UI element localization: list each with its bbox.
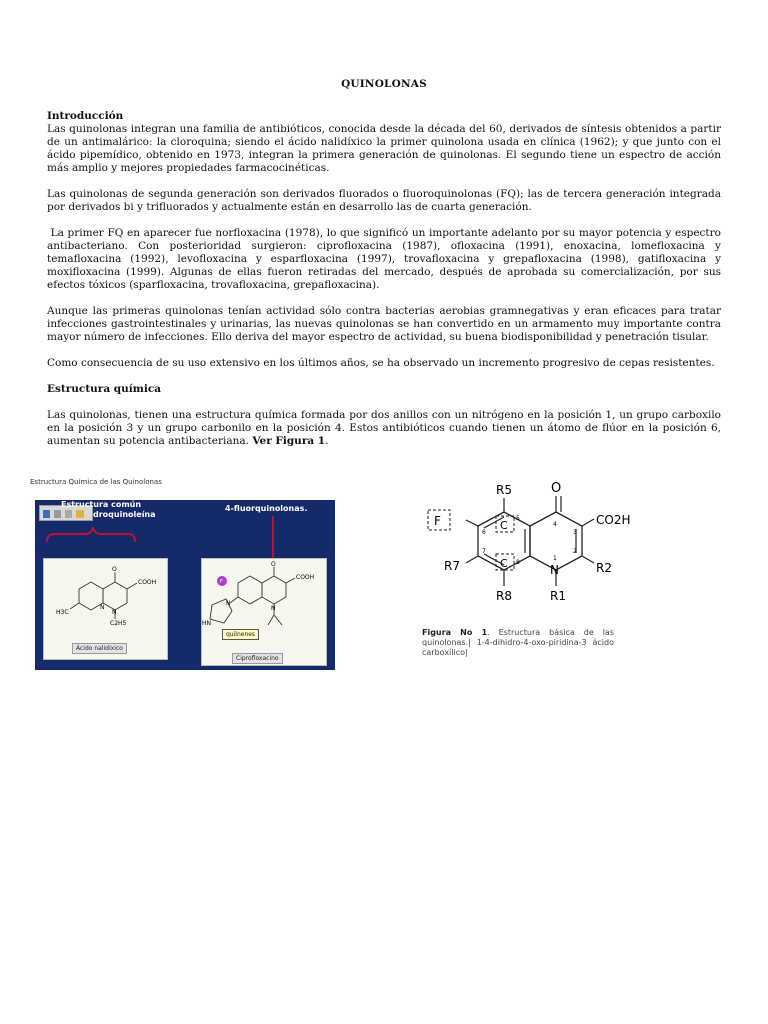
mol2-caption: Ciprofloxacino bbox=[232, 653, 283, 664]
svg-text:O: O bbox=[271, 561, 276, 568]
mol1-caption: Ácido nalidíxico bbox=[72, 643, 127, 654]
slide-caption-title: Estructura Química de las Quinolonas bbox=[30, 478, 162, 486]
atom-co2h: CO2H bbox=[596, 513, 631, 527]
quinolones-tag: quilnenes bbox=[222, 629, 259, 640]
svg-text:N: N bbox=[112, 609, 117, 616]
atom-o: O bbox=[551, 481, 562, 496]
brace-mark bbox=[47, 528, 135, 542]
svg-text:C2H5: C2H5 bbox=[110, 620, 127, 627]
pos-2: 2 bbox=[573, 548, 577, 555]
pos-5: 5 bbox=[516, 515, 520, 522]
atom-r7: R7 bbox=[444, 559, 460, 573]
figure-structure bbox=[416, 476, 674, 676]
paragraph: La primer FQ en aparecer fue norfloxacina (1978), lo que significó un importante adelanto por su mayor potencia y espectro antibacteriano. Con posterioridad surgieron: ciprofloxacina (1987), ofloxacina (1991), enoxacina, lomefloxacina y temafloxacina (1992), levofloxacina y esparfloxacina (1997), trovafloxacina y grepafloxacina (1998), gatifloxacina y moxifloxacina (1999). Algunas de ellas fueron retiradas del mercado, después de aprobada su comercialización, por sus efectos tóxicos (sparfloxacina, trovafloxacina, grepafloxacina). bbox=[47, 227, 725, 291]
atom-f: F bbox=[434, 514, 441, 528]
figure-reference: Ver Figura 1 bbox=[252, 435, 326, 447]
svg-text:H3C: H3C bbox=[56, 609, 69, 616]
svg-text:N: N bbox=[226, 600, 231, 607]
paragraph: Las quinolonas integran una familia de antibióticos, conocida desde la década del 60, derivados de síntesis obtenidos a partir de un antimalárico: la cloroquina; siendo el ácido nalidíxico la primer quinolona usada en clínica (1962); y que junto con el ácido pipemídico, obtenido en 1973, integran la primera generación de quinolonas. El segundo tiene un espectro de acción más amplio y mejores propiedades farmacocinéticas. bbox=[47, 123, 721, 174]
molecule-cipro bbox=[202, 559, 326, 665]
atom-c8: C bbox=[500, 557, 508, 570]
pos-4: 4 bbox=[553, 521, 557, 528]
quinolone-core-structure bbox=[416, 476, 674, 626]
pos-3: 3 bbox=[573, 529, 577, 536]
svg-text:F: F bbox=[220, 579, 223, 585]
figure-caption-text: . Estructura básica de las quinolonas.| 1-4-dihidro-4-oxo-piridina-3 ácido carboxílico| bbox=[422, 628, 614, 657]
atom-r8: R8 bbox=[496, 589, 512, 603]
slide-label-fluoro: 4-fluorquinolonas. bbox=[225, 504, 308, 513]
molecule-nalidixic-box bbox=[43, 558, 168, 660]
paragraph: Como consecuencia de su uso extensivo en los últimos años, se ha observado un incremento progresivo de cepas resistentes. bbox=[47, 357, 715, 369]
figure-slide bbox=[30, 476, 375, 676]
paragraph-text: Las quinolonas, tienen una estructura química formada por dos anillos con un nitrógeno en la posición 1, un grupo carboxilo en la posición 3 y un grupo carbonilo en la posición 4. Estos antibióticos cuando tienen un átomo de flúor en la posición 6, aumentan su potencia antibacteriana. bbox=[47, 409, 721, 447]
page-title: QUINOLONAS bbox=[341, 78, 427, 90]
molecule-cipro-box bbox=[201, 558, 327, 666]
slide-label-quinoline: droquinoleína bbox=[93, 510, 156, 519]
atom-r5: R5 bbox=[496, 483, 512, 497]
section-heading-introduccion: Introducción bbox=[47, 110, 124, 122]
svg-text:COOH: COOH bbox=[138, 579, 157, 586]
pos-8: 8 bbox=[516, 559, 520, 566]
slide-label-common: Estructura común bbox=[61, 500, 142, 509]
document-page bbox=[47, 78, 725, 448]
svg-text:N: N bbox=[271, 605, 276, 612]
figure-caption-label: Figura No 1 bbox=[422, 628, 488, 637]
section-heading-estructura: Estructura química bbox=[47, 383, 162, 395]
svg-text:N: N bbox=[100, 604, 105, 611]
atom-n: N bbox=[550, 563, 559, 577]
atom-r2: R2 bbox=[596, 561, 612, 575]
paragraph: Las quinolonas de segunda generación son derivados fluorados o fluoroquinolonas (FQ); las de tercera generación integrada por derivados bi y trifluorados y actualmente están en desarrollo las de cuarta generación. bbox=[47, 188, 721, 213]
pos-1: 1 bbox=[553, 555, 557, 562]
atom-r1: R1 bbox=[550, 589, 566, 603]
figure-caption bbox=[422, 628, 614, 658]
paragraph bbox=[47, 409, 721, 448]
paragraph-end: . bbox=[325, 435, 329, 447]
svg-text:O: O bbox=[112, 566, 117, 573]
atom-c6: C bbox=[500, 519, 508, 532]
pos-7: 7 bbox=[482, 548, 486, 555]
figure-row bbox=[30, 476, 670, 676]
svg-text:HN: HN bbox=[202, 620, 211, 627]
pos-6: 6 bbox=[482, 529, 486, 536]
svg-text:COOH: COOH bbox=[296, 574, 315, 581]
slide-panel bbox=[35, 500, 335, 670]
paragraph: Aunque las primeras quinolonas tenían actividad sólo contra bacterias aerobias gramnegativas y eran eficaces para tratar infecciones gastrointestinales y urinarias, las nuevas quinolonas se han convertido en un armamento muy importante contra mayor número de infecciones. Ello deriva del mayor espectro de actividad, su buena biodisponibilidad y penetración tisular. bbox=[47, 305, 721, 343]
